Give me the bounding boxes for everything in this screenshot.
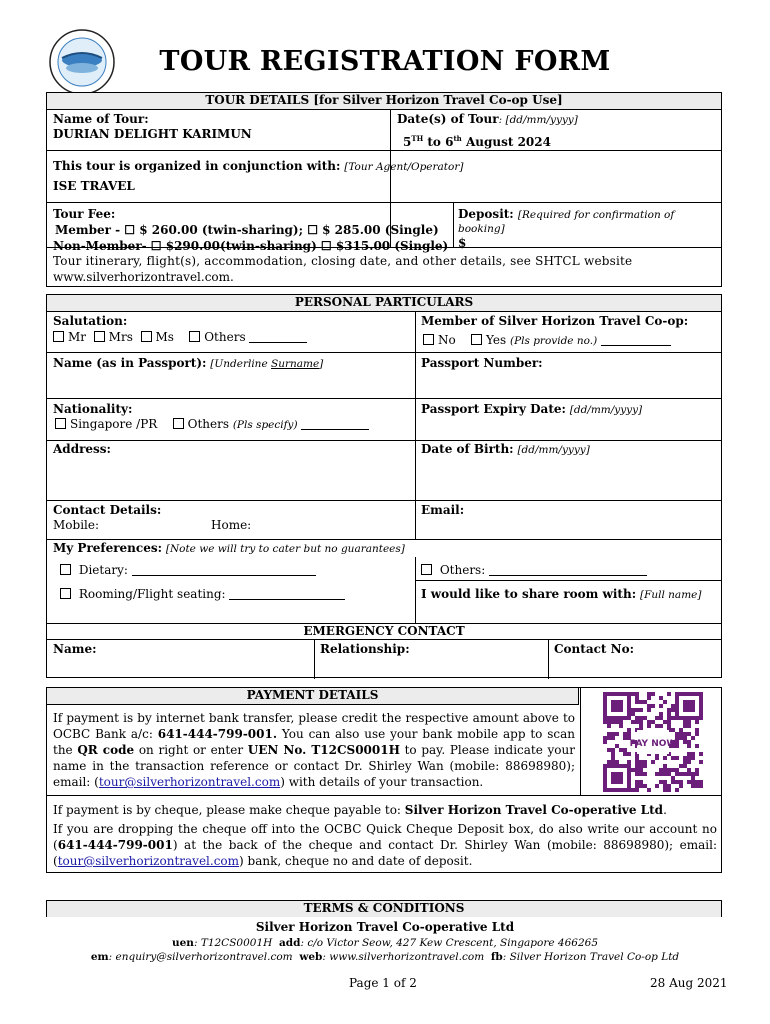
terms-heading: TERMS & CONDITIONS — [47, 901, 721, 917]
salutation-label: Salutation: — [53, 314, 128, 328]
emergency-name-label: Name: — [53, 642, 97, 656]
organized-value[interactable]: ISE TRAVEL — [53, 179, 135, 193]
payment-transfer-text: If payment is by internet bank transfer, please credit the respective amount above to OCBC Bank a/c: 641-444-799-001. You can also use your bank mobile app to scan the QR code on right or enter UEN No. T12CS0001H to pay. Please indicate your name in the transaction reference or contact Dr. Shirley Wan (mobile: 88698980); email: (tour@silverhorizontravel.com) with details of your transaction. — [53, 711, 575, 789]
name-passport-label: Name (as in Passport): [Underline Surname] — [53, 356, 324, 370]
address-label: Address: — [53, 442, 111, 456]
member-fee-options[interactable]: Member - ☐ $ 260.00 (twin-sharing); ☐ $ 285.00 (Single) — [55, 223, 439, 237]
tour-dates-value[interactable]: 5TH to 6th August 2024 — [403, 134, 551, 149]
checkbox[interactable] — [94, 331, 105, 342]
payment-heading: PAYMENT DETAILS — [47, 688, 579, 705]
tour-details-heading: TOUR DETAILS [for Silver Horizon Travel Co-op Use] — [47, 93, 721, 110]
rooming-option[interactable]: Rooming/Flight seating: — [60, 587, 345, 602]
footer-date: 28 Aug 2021 — [650, 976, 728, 990]
checkbox[interactable] — [421, 564, 432, 575]
checkbox[interactable] — [55, 418, 66, 429]
checkbox[interactable] — [60, 588, 71, 599]
nationality-label: Nationality: — [53, 402, 133, 416]
nonmember-fee-options[interactable]: Non-Member- ☐ $290.00(twin-sharing) ☐ $315.00 (Single) — [53, 239, 449, 253]
deposit-value[interactable]: $ — [458, 236, 467, 250]
payment-dropbox-text: If you are dropping the cheque off into the OCBC Quick Cheque Deposit box, do also write our account no (641-444-799-001) at the back of the cheque and contact Dr. Shirley Wan (mobile: 88698980); email: (tour@silverhorizontravel.com) bank, cheque no and date of deposit. — [53, 822, 717, 868]
home-label: Home: — [211, 518, 252, 532]
emergency-contact-label: Contact No: — [554, 642, 635, 656]
personal-particulars-heading: PERSONAL PARTICULARS — [47, 295, 721, 312]
dietary-option[interactable]: Dietary: — [60, 563, 316, 578]
itinerary-note: Tour itinerary, flight(s), accommodation, closing date, and other details, see SHTCL website — [53, 254, 633, 268]
tour-dates-label: Date(s) of Tour: [dd/mm/yyyy] — [397, 112, 578, 126]
preferences-label: My Preferences: [Note we will try to cater but no guarantees] — [53, 541, 405, 555]
tour-details-section — [46, 92, 722, 287]
dob-label: Date of Birth: [dd/mm/yyyy] — [421, 442, 590, 456]
passport-number-label: Passport Number: — [421, 356, 543, 370]
share-room-label: I would like to share room with: [Full name] — [421, 587, 702, 601]
deposit-label: Deposit: [Required for confirmation of — [458, 207, 675, 221]
company-contacts: em: enquiry@silverhorizontravel.com web: www.silverhorizontravel.com fb: Silver Horizon Travel Co-op Ltd — [90, 951, 680, 963]
tour-fee-label: Tour Fee: — [53, 207, 116, 221]
organized-label: This tour is organized in conjunction with: [Tour Agent/Operator] — [53, 159, 464, 173]
terms-heading-box — [46, 900, 722, 917]
emergency-heading: EMERGENCY CONTACT — [303, 624, 465, 638]
nationality-options[interactable]: Singapore /PR Others (Pls specify) — [55, 417, 369, 433]
paynow-badge-text: PAY NOW — [629, 739, 677, 749]
payment-section — [46, 687, 722, 873]
others-option[interactable]: Others: — [421, 563, 647, 578]
member-label: Member of Silver Horizon Travel Co-op: — [421, 314, 689, 328]
company-uen-address: uen: T12CS0001H add: c/o Victor Seow, 427 Kew Crescent, Singapore 466265 — [171, 937, 598, 949]
page-title: TOUR REGISTRATION FORM — [159, 46, 611, 77]
tour-name-label: Name of Tour: — [53, 112, 149, 126]
checkbox[interactable] — [141, 331, 152, 342]
personal-particulars-section — [46, 294, 722, 678]
email-link[interactable]: tour@silverhorizontravel.com — [98, 775, 281, 789]
checkbox[interactable] — [471, 334, 482, 345]
checkbox[interactable] — [173, 418, 184, 429]
tour-name-value[interactable]: DURIAN DELIGHT KARIMUN — [53, 127, 252, 141]
mobile-label: Mobile: — [53, 518, 100, 532]
checkbox[interactable] — [53, 331, 64, 342]
website-link[interactable]: www.silverhorizontravel.com. — [53, 270, 234, 284]
member-options[interactable]: No Yes (Pls provide no.) — [423, 333, 671, 349]
emergency-relationship-label: Relationship: — [320, 642, 410, 656]
expiry-label: Passport Expiry Date: [dd/mm/yyyy] — [421, 402, 643, 416]
contact-details-label: Contact Details: — [53, 503, 162, 517]
paynow-qr-code[interactable] — [603, 692, 703, 796]
salutation-options[interactable]: Mr Mrs Ms Others — [53, 330, 307, 345]
payment-cheque-text: If payment is by cheque, please make cheque payable to: Silver Horizon Travel Co-operative Ltd. — [53, 803, 667, 817]
page-number: Page 1 of 2 — [349, 976, 417, 990]
deposit-hint: booking] — [458, 223, 505, 235]
email-label: Email: — [421, 503, 465, 517]
checkbox[interactable] — [189, 331, 200, 342]
company-name: Silver Horizon Travel Co-operative Ltd — [255, 920, 515, 934]
email-link[interactable]: tour@silverhorizontravel.com — [57, 854, 240, 868]
checkbox[interactable] — [60, 564, 71, 575]
checkbox[interactable] — [423, 334, 434, 345]
